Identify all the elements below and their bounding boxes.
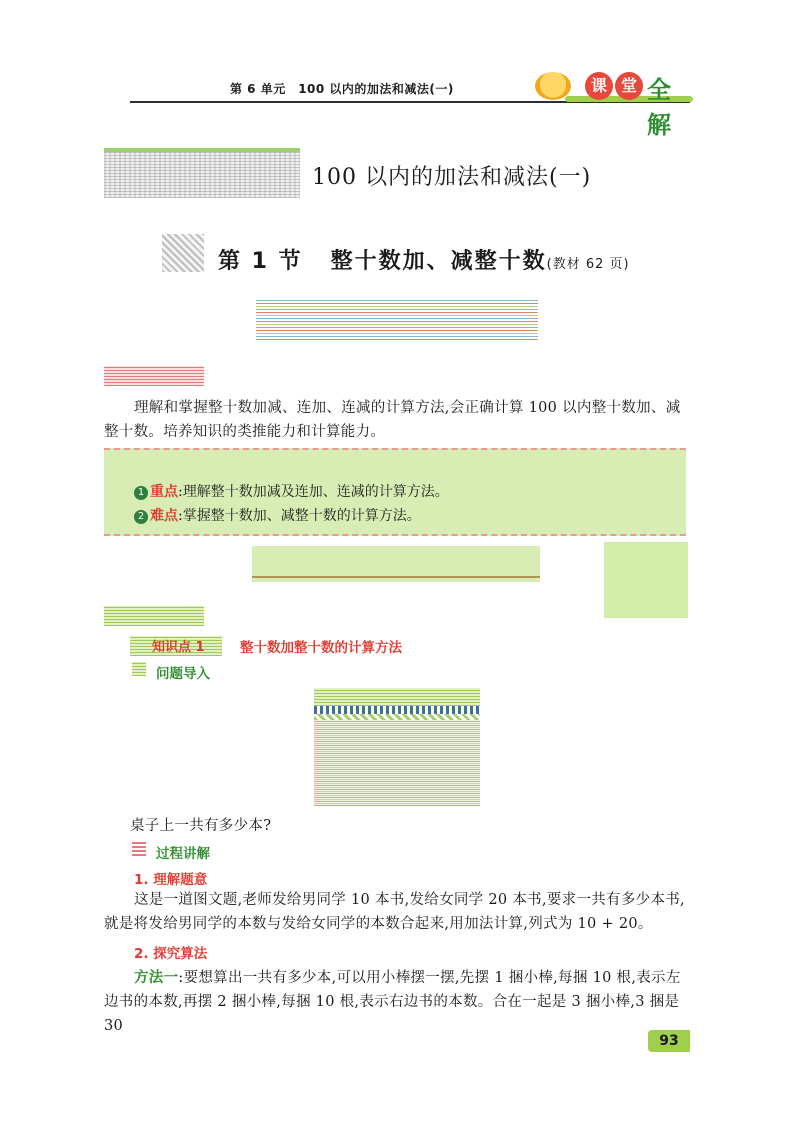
objective-paragraph: 理解和掌握整十数加减、连加、连减的计算方法,会正确计算 100 以内整十数加、减整十数。培养知识的类推能力和计算能力。 xyxy=(104,400,681,440)
knowledge-title: 整十数加整十数的计算方法 xyxy=(240,640,402,656)
difficulty-label: 难点 xyxy=(150,508,178,524)
step2-paragraph xyxy=(104,966,690,1038)
key-point-text: :理解整十数加减及连加、连减的计算方法。 xyxy=(178,484,449,500)
section-label: 第 1 节 xyxy=(218,249,303,274)
section-name: 整十数加、减整十数 xyxy=(330,249,547,274)
section-title xyxy=(218,244,630,275)
key-point-label: 重点 xyxy=(150,484,178,500)
number-2-icon: 2 xyxy=(134,510,148,524)
question-text: 桌子上一共有多少本? xyxy=(130,818,272,834)
book-badge xyxy=(535,68,693,139)
difficulty-text: :掌握整十数加、减整十数的计算方法。 xyxy=(178,508,421,524)
step1-heading: 1. 理解题意 xyxy=(134,872,208,888)
knowledge-tag: 知识点 1 xyxy=(152,640,205,655)
step1-paragraph: 这是一道图文题,老师发给男同学 10 本书,发给女同学 20 本书,要求一共有多少本书,就是将发给男同学的本数与发给女同学的本数合起来,用加法计算,列式为 10 + 20。 xyxy=(104,892,685,932)
step2-heading: 2. 探究算法 xyxy=(134,946,208,962)
books-illustration xyxy=(314,688,480,806)
chapter-title: 100 以内的加法和减法(一) xyxy=(312,165,592,190)
bear-icon xyxy=(535,72,571,100)
key-point-2 xyxy=(134,505,421,525)
problem-intro-label: 问题导入 xyxy=(156,666,210,682)
running-header: 第 6 单元 100 以内的加法和减法(一) xyxy=(230,82,454,96)
knowledge-tab-image xyxy=(104,606,204,626)
illus-top-band xyxy=(314,688,480,706)
problem-intro-icon xyxy=(132,662,146,676)
illus-blue-band xyxy=(314,706,480,714)
method-label: 方法一 xyxy=(134,969,179,986)
badge-tang: 堂 xyxy=(615,72,643,100)
badge-ke: 课 xyxy=(585,72,613,100)
section-ref: (教材 62 页) xyxy=(546,257,630,272)
key-point-1 xyxy=(134,481,449,501)
illus-desk xyxy=(314,720,480,806)
number-1-icon: 1 xyxy=(134,486,148,500)
chapter-banner-image xyxy=(104,148,300,198)
page-number: 93 xyxy=(648,1030,690,1052)
method-text: :要想算出一共有多少本,可以用小棒摆一摆,先摆 1 捆小棒,每捆 10 根,表示左边书的本数,再摆 2 捆小棒,每捆 10 根,表示右边书的本数。合在一起是 3 捆小棒,3 捆是 30 xyxy=(104,970,681,1034)
badge-quanjie: 全解 xyxy=(647,76,673,139)
mid-banner-image xyxy=(252,546,540,582)
side-decoration-box xyxy=(604,542,688,618)
process-icon xyxy=(132,842,146,856)
objective-tab-image xyxy=(104,366,204,386)
section-banner-image xyxy=(256,300,538,340)
section-icon xyxy=(162,234,204,272)
process-label: 过程讲解 xyxy=(156,846,210,862)
